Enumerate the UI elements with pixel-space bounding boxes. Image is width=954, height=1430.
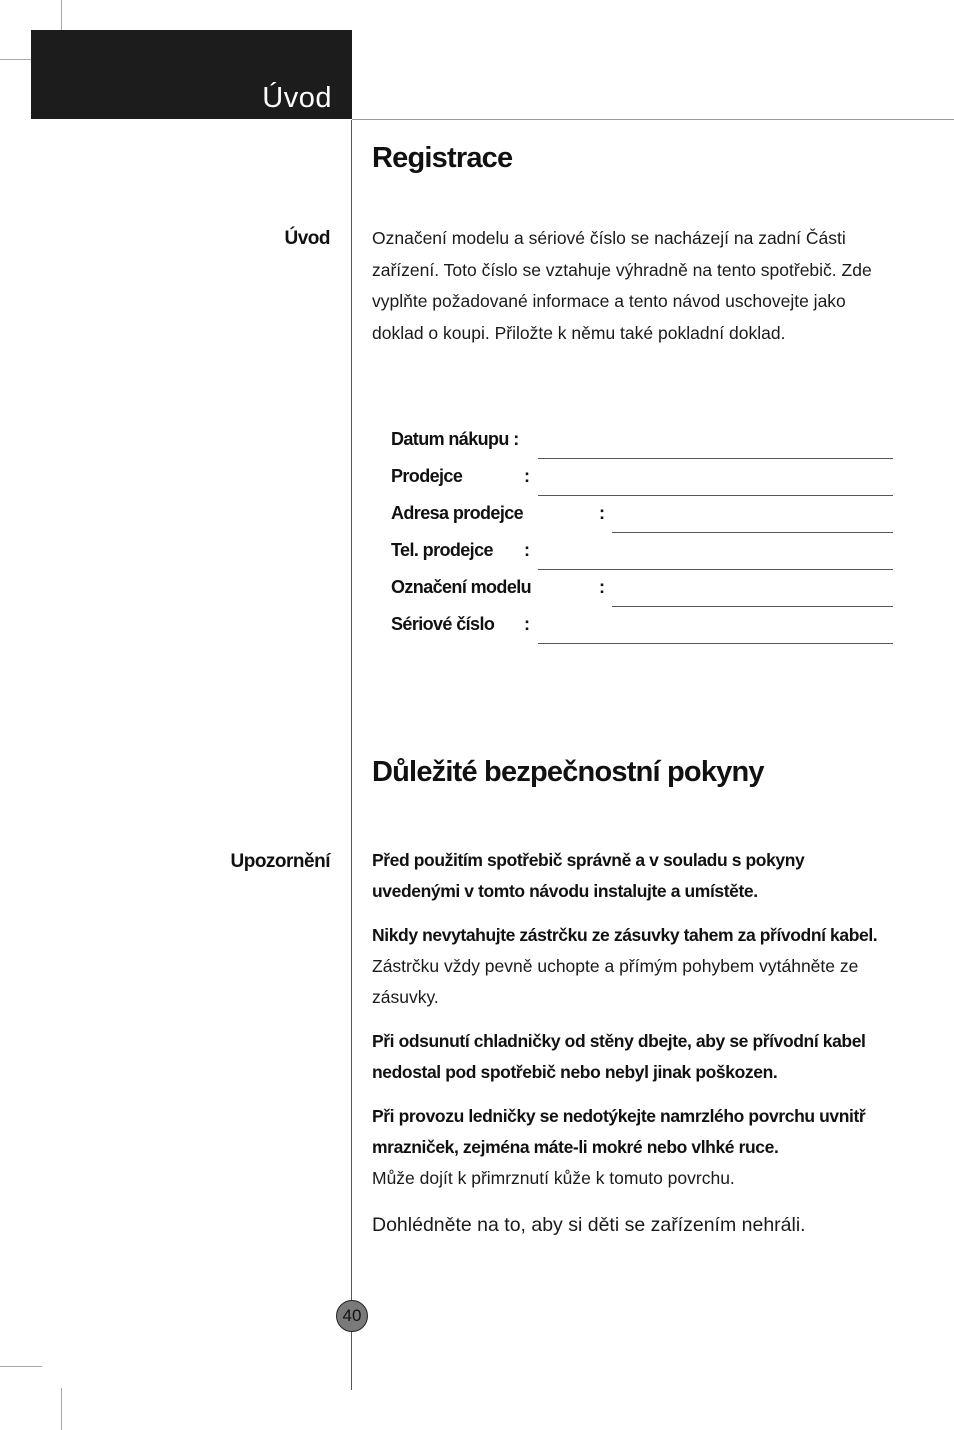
- safety-paragraph-3: [372, 1026, 882, 1088]
- section-header: [31, 30, 352, 119]
- safety-paragraph-2: [372, 920, 882, 1013]
- safety-paragraph-4: [372, 1101, 882, 1194]
- crop-mark: [61, 1388, 62, 1430]
- form-fill-line[interactable]: [538, 569, 893, 570]
- safety-paragraph-5: Dohlédněte na to, aby si děti se zařízením nehráli.: [372, 1214, 806, 1236]
- safety-text-bold: Při odsunutí chladničky od stěny dbejte, aby se přívodní kabel nedostal pod spotřebič nebo nebyl jinak poškozen.: [372, 1031, 866, 1082]
- form-label: Datum nákupu :: [391, 429, 519, 449]
- form-colon: :: [524, 540, 530, 560]
- page-number: 40: [336, 1300, 368, 1332]
- form-colon: :: [524, 466, 530, 486]
- form-colon: :: [599, 503, 605, 523]
- header-divider: [352, 119, 954, 120]
- crop-mark: [61, 0, 62, 30]
- form-field-purchase-date: [391, 429, 893, 453]
- registration-side-label: Úvod: [284, 228, 330, 249]
- safety-side-label: Upozornění: [230, 851, 330, 872]
- safety-text-bold: Před použitím spotřebič správně a v souladu s pokyny uvedenými v tomto návodu instalujte a umístěte.: [372, 850, 805, 901]
- form-label: Tel. prodejce: [391, 540, 493, 560]
- registration-heading: Registrace: [372, 142, 513, 174]
- registration-intro: Označení modelu a sériové číslo se nacházejí na zadní Části zařízení. Toto číslo se vztahuje výhradně na tento spotřebič. Zde vyplňte požadované informace a tento návod uschovejte jako doklad o koupi. Přiložte k němu také pokladní doklad.: [372, 228, 872, 343]
- form-fill-line[interactable]: [538, 643, 893, 644]
- safety-text-bold: Nikdy nevytahujte zástrčku ze zásuvky tahem za přívodní kabel.: [372, 925, 878, 945]
- form-fill-line[interactable]: [612, 532, 893, 533]
- form-field-seller-address: [391, 503, 893, 527]
- crop-mark: [0, 59, 31, 60]
- form-label: Sériové číslo: [391, 614, 495, 634]
- safety-text-bold: Při provozu ledničky se nedotýkejte namrzlého povrchu uvnitř mrazniček, zejména máte-li mokré nebo vlhké ruce.: [372, 1106, 866, 1157]
- safety-text: Zástrčku vždy pevně uchopte a přímým pohybem vytáhněte ze zásuvky.: [372, 956, 859, 1007]
- form-label: Prodejce: [391, 466, 463, 486]
- form-field-serial-number: [391, 614, 893, 638]
- section-title: Úvod: [262, 82, 332, 114]
- column-divider: [351, 120, 352, 1390]
- crop-mark: [0, 1366, 42, 1367]
- form-label: Adresa prodejce: [391, 503, 524, 523]
- safety-heading: Důležité bezpečnostní pokyny: [372, 756, 764, 788]
- form-field-seller-phone: [391, 540, 893, 564]
- form-fill-line[interactable]: [612, 606, 893, 607]
- safety-text: Může dojít k přimrznutí kůže k tomuto povrchu.: [372, 1168, 735, 1188]
- form-field-seller: [391, 466, 893, 490]
- form-fill-line[interactable]: [538, 458, 893, 459]
- form-label: Označení modelu: [391, 577, 532, 597]
- safety-paragraph-1: [372, 845, 882, 907]
- form-field-model: [391, 577, 893, 601]
- form-colon: :: [599, 577, 605, 597]
- form-colon: :: [524, 614, 530, 634]
- form-fill-line[interactable]: [538, 495, 893, 496]
